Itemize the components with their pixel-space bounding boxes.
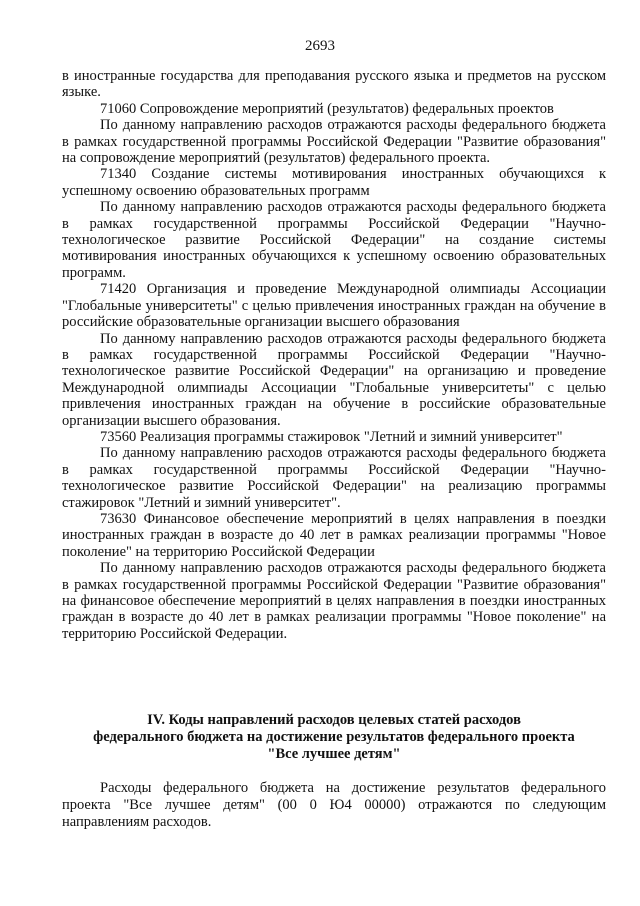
paragraph-1: 71060 Сопровождение мероприятий (результатов) федеральных проектов — [100, 100, 554, 117]
paragraph-9: 73630 Финансовое обеспечение мероприятий в целях направления в поездки иностранных граждан в возрасте до 40 лет в рамках реализации программы "Новое поколение" на территорию Российской Федерации — [62, 510, 606, 560]
paragraph-4: По данному направлению расходов отражаются расходы федерального бюджета в рамках государственной программы Российской Федерации "Научно-технологическое развитие Российской Федерации" на создание системы мотивирования иностранных обучающихся к успешному освоению образовательных программ. — [62, 199, 606, 281]
closing-paragraph: Расходы федерального бюджета на достижение результатов федерального проекта "Все лучшее детям" (00 0 Ю4 00000) отражаются по следующим направлениям расходов. — [62, 780, 606, 830]
paragraph-10: По данному направлению расходов отражаются расходы федерального бюджета в рамках государственной программы Российской Федерации "Развитие образования" на финансовое обеспечение мероприятий в целях направления в поездки иностранных граждан в возрасте до 40 лет в рамках реализации программы "Новое поколение" на территорию Российской Федерации. — [62, 560, 606, 642]
closing-section — [62, 780, 606, 830]
section-heading-line-1: IV. Коды направлений расходов целевых статей расходов — [147, 712, 521, 728]
section-heading-line-2: федерального бюджета на достижение результатов федерального проекта — [93, 729, 575, 745]
page-number: 2693 — [305, 38, 335, 54]
section-heading-line-3: "Все лучшее детям" — [267, 746, 401, 762]
paragraph-7: 73560 Реализация программы стажировок "Летний и зимний университет" — [100, 428, 563, 445]
body-text — [62, 68, 606, 642]
paragraph-6: По данному направлению расходов отражаются расходы федерального бюджета в рамках государственной программы Российской Федерации "Научно-технологическое развитие Российской Федерации" на организацию и проведение Международной олимпиады Ассоциации "Глобальные университеты" с целью привлечения иностранных граждан на обучение в российские образовательные организации высшего образования. — [62, 330, 606, 429]
paragraph-3: 71340 Создание системы мотивирования иностранных обучающихся к успешному освоению образовательных программ — [62, 166, 606, 199]
paragraph-8: По данному направлению расходов отражаются расходы федерального бюджета в рамках государственной программы Российской Федерации "Научно-технологическое развитие Российской Федерации" на реализацию программы стажировок "Летний и зимний университет". — [62, 445, 606, 511]
paragraph-5: 71420 Организация и проведение Международной олимпиады Ассоциации "Глобальные университеты" с целью привлечения иностранных граждан на обучение в российские образовательные организации высшего образования — [62, 281, 606, 331]
paragraph-0: в иностранные государства для преподавания русского языка и предметов на русском языке. — [62, 68, 606, 101]
paragraph-2: По данному направлению расходов отражаются расходы федерального бюджета в рамках государственной программы Российской Федерации "Развитие образования" на сопровождение мероприятий (результатов) федерального проекта. — [62, 117, 606, 167]
section-heading — [62, 712, 606, 763]
